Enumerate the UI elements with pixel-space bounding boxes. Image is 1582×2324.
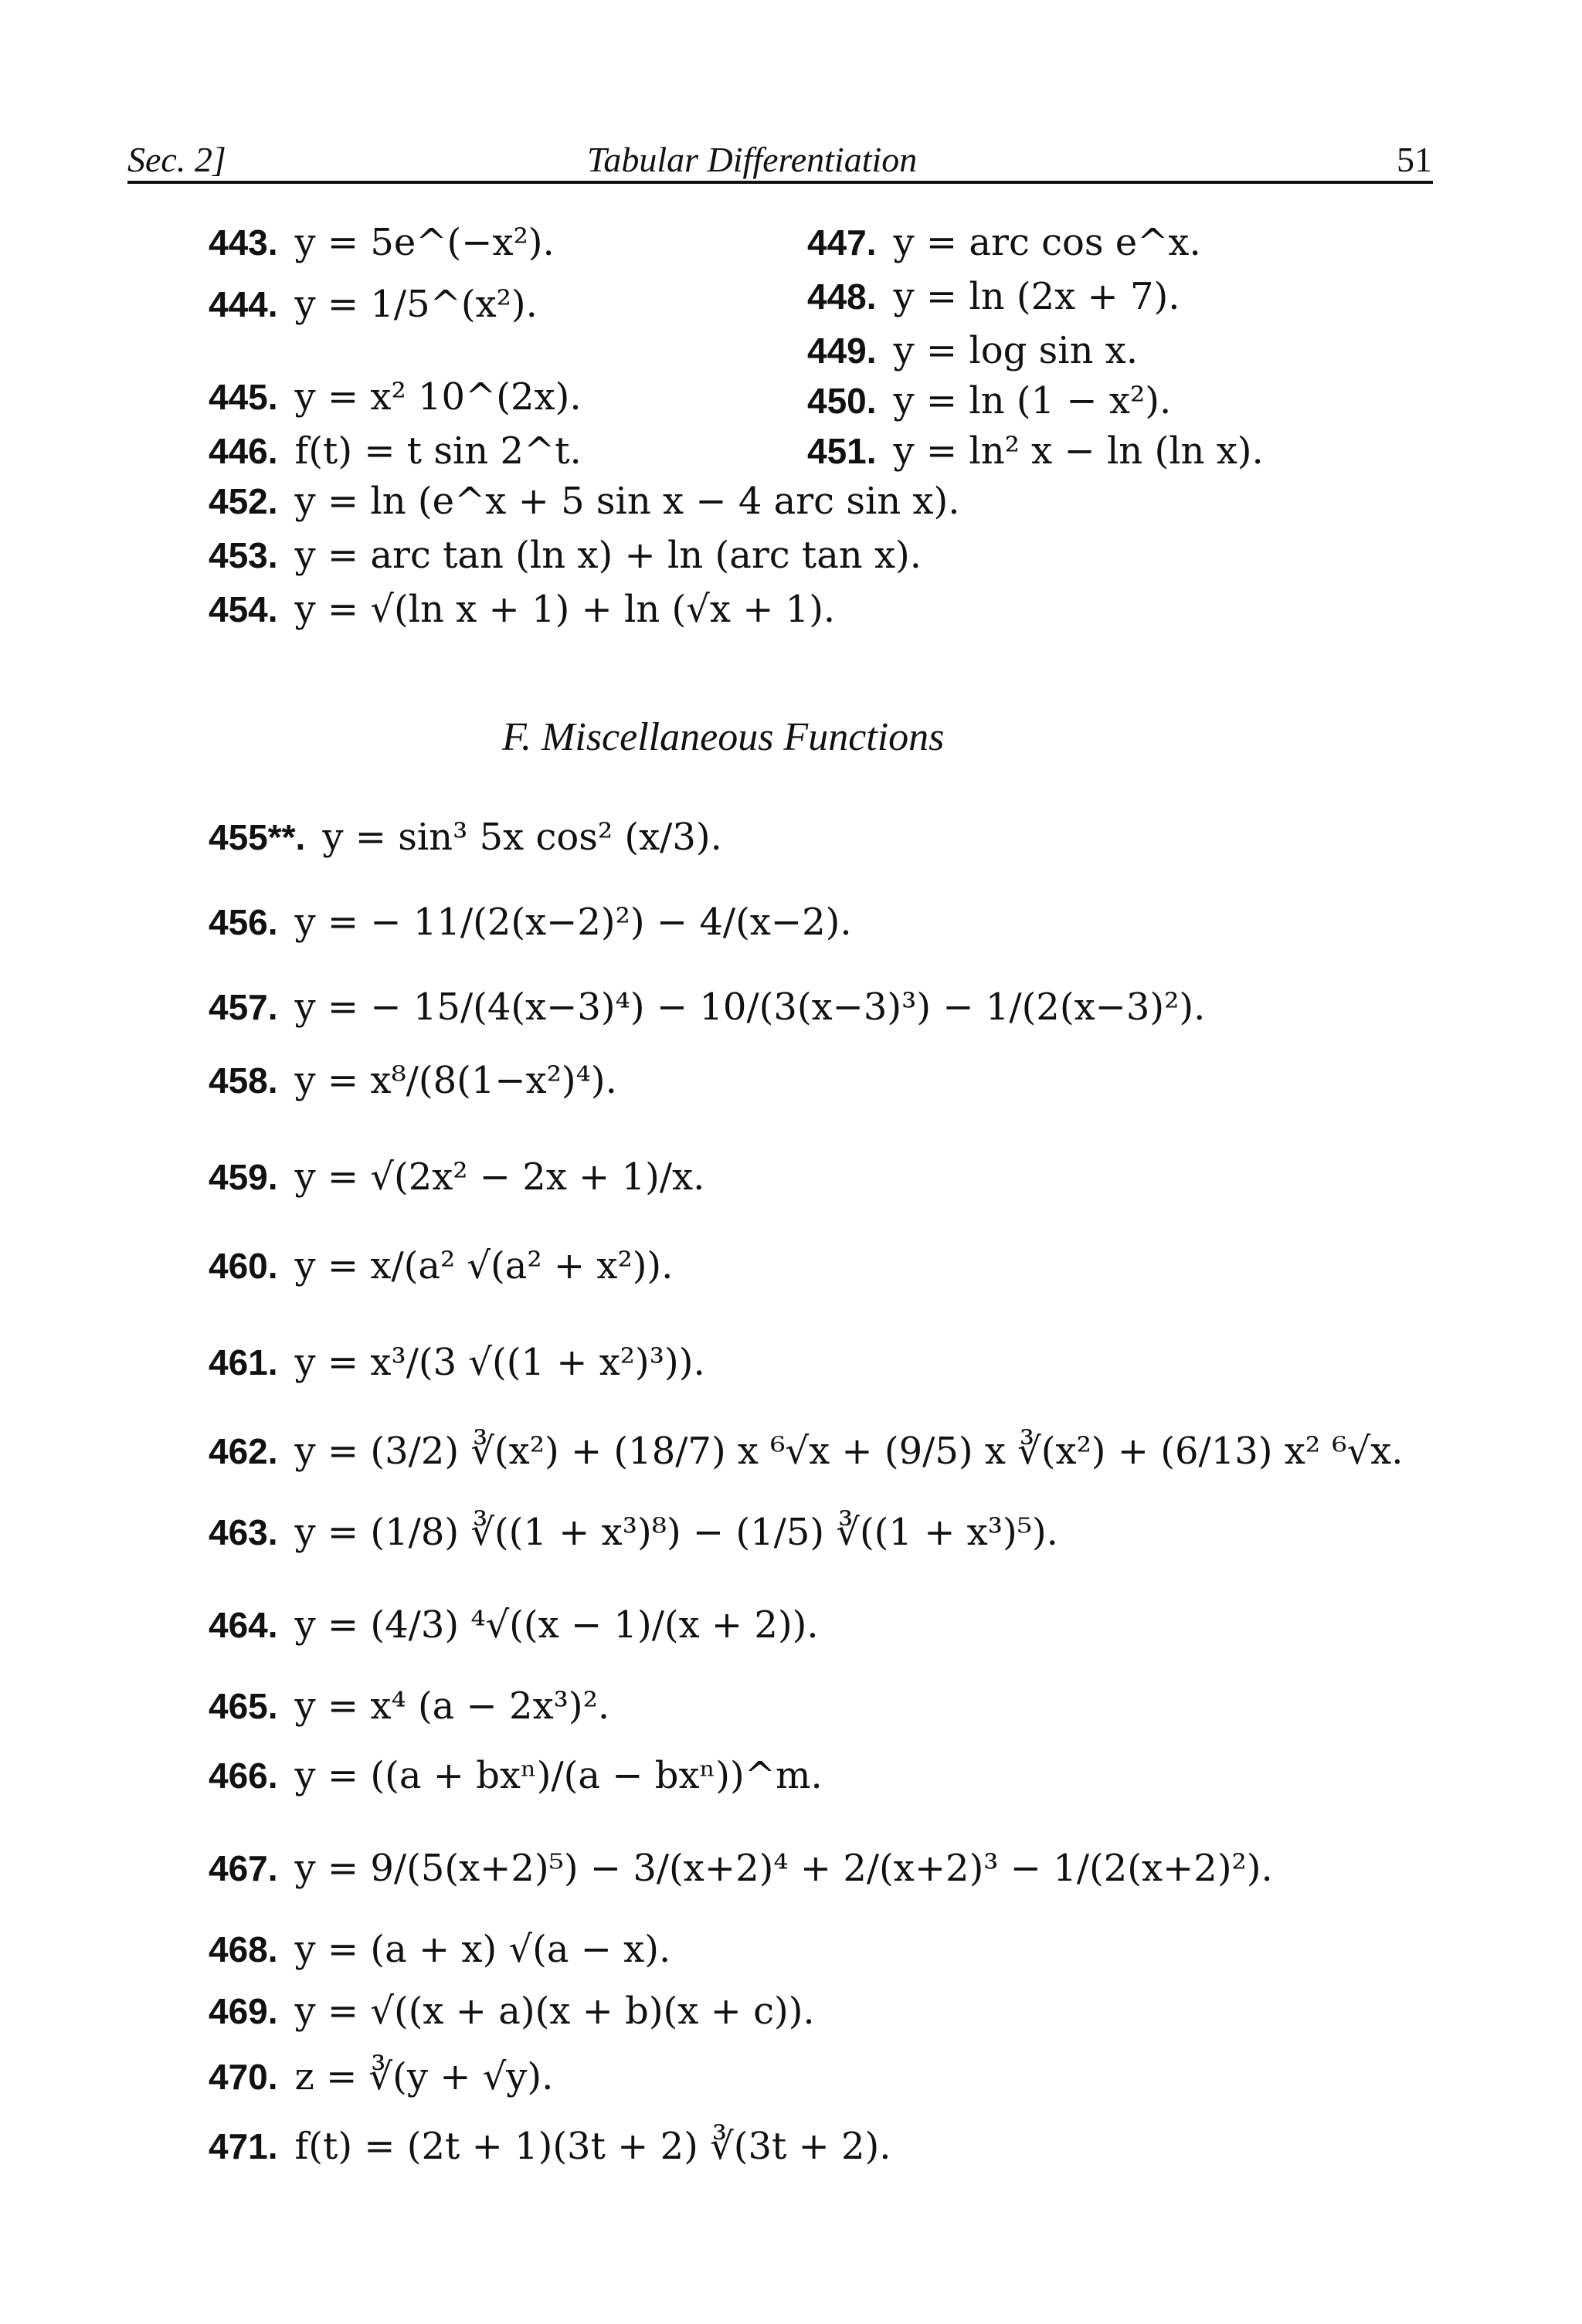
- problem-465: [209, 1684, 610, 1728]
- problem-formula: y = sin³ 5x cos² (x/3).: [322, 816, 722, 859]
- problem-466: [209, 1754, 823, 1797]
- problem-number: 454.: [209, 589, 278, 629]
- problem-471: [209, 2125, 891, 2168]
- problem-formula: y = x⁴ (a − 2x³)².: [294, 1684, 610, 1728]
- problem-formula: y = (a + x) √(a − x).: [294, 1928, 671, 1971]
- problem-460: [209, 1244, 674, 1288]
- problem-number: 465.: [209, 1686, 278, 1726]
- problem-467: [209, 1847, 1273, 1890]
- problem-formula: y = 5e^(−x²).: [294, 221, 555, 264]
- problem-450: [807, 379, 1172, 422]
- problem-number: 453.: [209, 535, 278, 575]
- problem-454: [209, 588, 836, 631]
- problem-formula: y = x³/(3 √((1 + x²)³)).: [294, 1341, 705, 1384]
- problem-formula: y = ln (1 − x²).: [893, 379, 1172, 422]
- problem-formula: y = (4/3) ⁴√((x − 1)/(x + 2)).: [294, 1603, 819, 1647]
- problem-formula: y = √(ln x + 1) + ln (√x + 1).: [294, 588, 836, 631]
- problem-formula: y = √(2x² − 2x + 1)/x.: [294, 1155, 705, 1199]
- problem-459: [209, 1155, 705, 1199]
- problem-number: 460.: [209, 1246, 278, 1286]
- problem-number: 444.: [209, 284, 278, 324]
- problem-formula: f(t) = t sin 2^t.: [294, 429, 582, 473]
- problem-number: 447.: [807, 222, 877, 263]
- problem-451: [807, 429, 1264, 473]
- problem-formula: y = log sin x.: [893, 329, 1139, 372]
- problem-formula: y = x² 10^(2x).: [294, 375, 582, 419]
- problem-formula: y = ((a + bxⁿ)/(a − bxⁿ))^m.: [294, 1754, 823, 1797]
- problem-461: [209, 1341, 705, 1384]
- problem-formula: f(t) = (2t + 1)(3t + 2) ∛(3t + 2).: [294, 2125, 891, 2168]
- problem-number: 470.: [209, 2057, 278, 2097]
- problem-444: [209, 283, 538, 326]
- problem-449: [807, 329, 1139, 372]
- problem-457: [209, 986, 1206, 1029]
- problem-470: [209, 2055, 554, 2098]
- running-header-title: Tabular Differentiation: [587, 140, 918, 179]
- section-title: F. Miscellaneous Functions: [502, 715, 945, 759]
- problem-formula: y = x/(a² √(a² + x²)).: [294, 1244, 674, 1288]
- problem-452: [209, 480, 960, 523]
- problem-formula: y = arc tan (ln x) + ln (arc tan x).: [294, 534, 922, 577]
- problem-number: 463.: [209, 1512, 278, 1552]
- problem-formula: y = ln² x − ln (ln x).: [893, 429, 1264, 473]
- problem-number: 450.: [807, 381, 877, 421]
- problem-463: [209, 1511, 1058, 1554]
- problem-number: 457.: [209, 987, 278, 1027]
- problem-number: 456.: [209, 902, 278, 942]
- problem-formula: y = √((x + a)(x + b)(x + c)).: [294, 1990, 815, 2033]
- problem-number: 446.: [209, 431, 278, 471]
- problem-formula: y = − 11/(2(x−2)²) − 4/(x−2).: [294, 901, 852, 944]
- problem-448: [807, 275, 1180, 318]
- problem-number: 461.: [209, 1342, 278, 1383]
- problem-443: [209, 221, 555, 264]
- problem-458: [209, 1059, 617, 1102]
- problem-formula: y = (3/2) ∛(x²) + (18/7) x ⁶√x + (9/5) x ∛(x²) + (6/13) x² ⁶√x.: [294, 1430, 1404, 1473]
- problem-formula: y = arc cos e^x.: [893, 221, 1201, 264]
- problem-formula: y = − 15/(4(x−3)⁴) − 10/(3(x−3)³) − 1/(2(x−3)²).: [294, 986, 1206, 1029]
- problem-number: 471.: [209, 2126, 278, 2166]
- problem-formula: y = 9/(5(x+2)⁵) − 3/(x+2)⁴ + 2/(x+2)³ − 1/(2(x+2)²).: [294, 1847, 1273, 1890]
- running-header-section: Sec. 2]: [127, 140, 226, 179]
- problem-number: 448.: [807, 277, 877, 317]
- problem-469: [209, 1990, 815, 2033]
- problem-number: 451.: [807, 431, 877, 471]
- problem-455: [209, 816, 722, 859]
- problem-447: [807, 221, 1201, 264]
- problem-number: 459.: [209, 1157, 278, 1197]
- problem-number: 464.: [209, 1605, 278, 1645]
- problem-formula: y = (1/8) ∛((1 + x³)⁸) − (1/5) ∛((1 + x³)⁵).: [294, 1511, 1058, 1554]
- problem-446: [209, 429, 582, 473]
- problem-462: [209, 1430, 1404, 1473]
- problem-number: 469.: [209, 1991, 278, 2031]
- problem-464: [209, 1603, 819, 1647]
- header-rule: [127, 181, 1433, 184]
- page-number: 51: [1397, 140, 1432, 179]
- problem-468: [209, 1928, 671, 1971]
- problem-number: 455**.: [209, 817, 306, 857]
- problem-number: 445.: [209, 377, 278, 417]
- problem-formula: y = x⁸/(8(1−x²)⁴).: [294, 1059, 617, 1102]
- problem-445: [209, 375, 582, 419]
- problem-number: 462.: [209, 1431, 278, 1471]
- problem-number: 466.: [209, 1756, 278, 1796]
- problem-number: 443.: [209, 222, 278, 263]
- problem-formula: y = ln (e^x + 5 sin x − 4 arc sin x).: [294, 480, 960, 523]
- problem-formula: z = ∛(y + √y).: [294, 2055, 554, 2098]
- problem-453: [209, 534, 922, 577]
- problem-number: 452.: [209, 481, 278, 521]
- problem-number: 458.: [209, 1060, 278, 1101]
- problem-number: 468.: [209, 1929, 278, 1969]
- problem-formula: y = ln (2x + 7).: [893, 275, 1180, 318]
- problem-456: [209, 901, 852, 944]
- problem-number: 449.: [807, 331, 877, 371]
- problem-number: 467.: [209, 1848, 278, 1888]
- problem-formula: y = 1/5^(x²).: [294, 283, 538, 326]
